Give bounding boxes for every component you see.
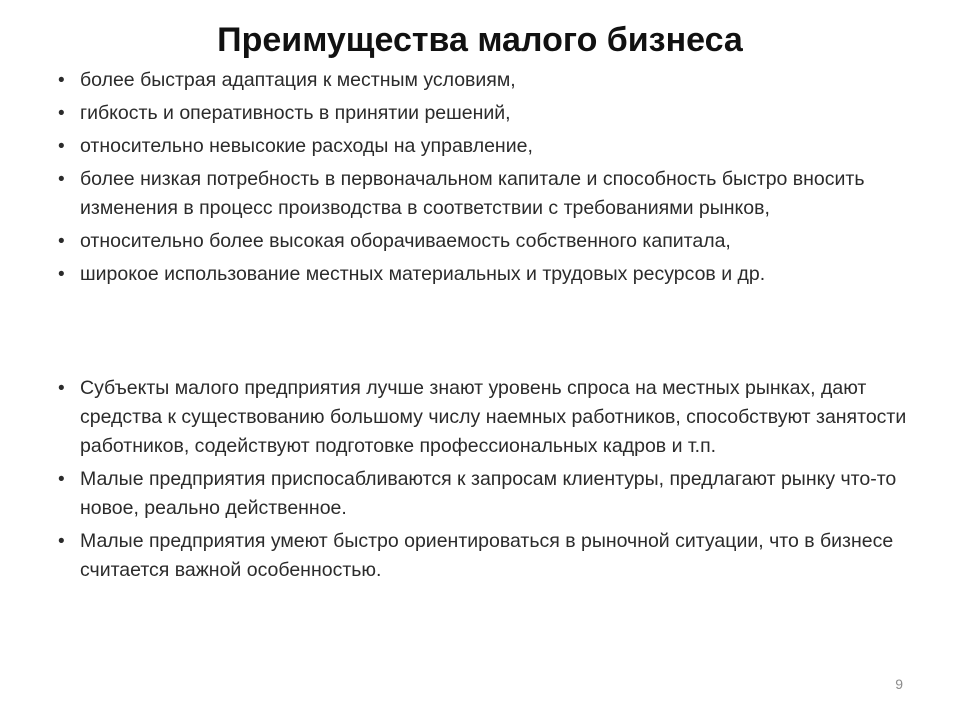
list-item-text: относительно более высокая оборачиваемость собственного капитала, [80,230,731,252]
bullet-icon: • [58,169,65,190]
list-item-text: Малые предприятия приспосабливаются к запросам клиентуры, предлагают рынку что-то новое, реально действенное. [80,468,897,519]
list-item [58,227,918,256]
slide-title: Преимущества малого бизнеса [217,21,743,59]
list-item [58,260,918,289]
list-item [58,527,918,585]
list-item-text: более низкая потребность в первоначальном капитале и способность быстро вносить изменения в процесс производства в соответствии с требованиями рынков, [80,168,865,219]
bullet-icon: • [58,136,65,157]
list-item [58,374,918,461]
bullet-icon: • [58,70,65,91]
bullet-icon: • [58,231,65,252]
list-item-text: Субъекты малого предприятия лучше знают уровень спроса на местных рынках, дают средства к существованию большому числу наемных работников, способствуют занятости работников, содействуют подготовке профессиональных кадров и т.п. [80,377,907,457]
bullet-icon: • [58,469,65,490]
list-item-text: гибкость и оперативность в принятии решений, [80,102,511,124]
list-item [58,465,918,523]
list-item [58,66,918,95]
list-item-text: относительно невысокие расходы на управление, [80,135,533,157]
small-business-facts-list [58,374,918,589]
list-item-text: более быстрая адаптация к местным условиям, [80,69,516,91]
bullet-icon: • [58,103,65,124]
bullet-icon: • [58,264,65,285]
list-item [58,165,918,223]
page-number: 9 [895,676,903,692]
advantages-list [58,66,918,293]
list-item [58,99,918,128]
list-item-text: Малые предприятия умеют быстро ориентироваться в рыночной ситуации, что в бизнесе считается важной особенностью. [80,530,894,581]
list-item-text: широкое использование местных материальных и трудовых ресурсов и др. [80,263,766,285]
bullet-icon: • [58,378,65,399]
bullet-icon: • [58,531,65,552]
list-item [58,132,918,161]
